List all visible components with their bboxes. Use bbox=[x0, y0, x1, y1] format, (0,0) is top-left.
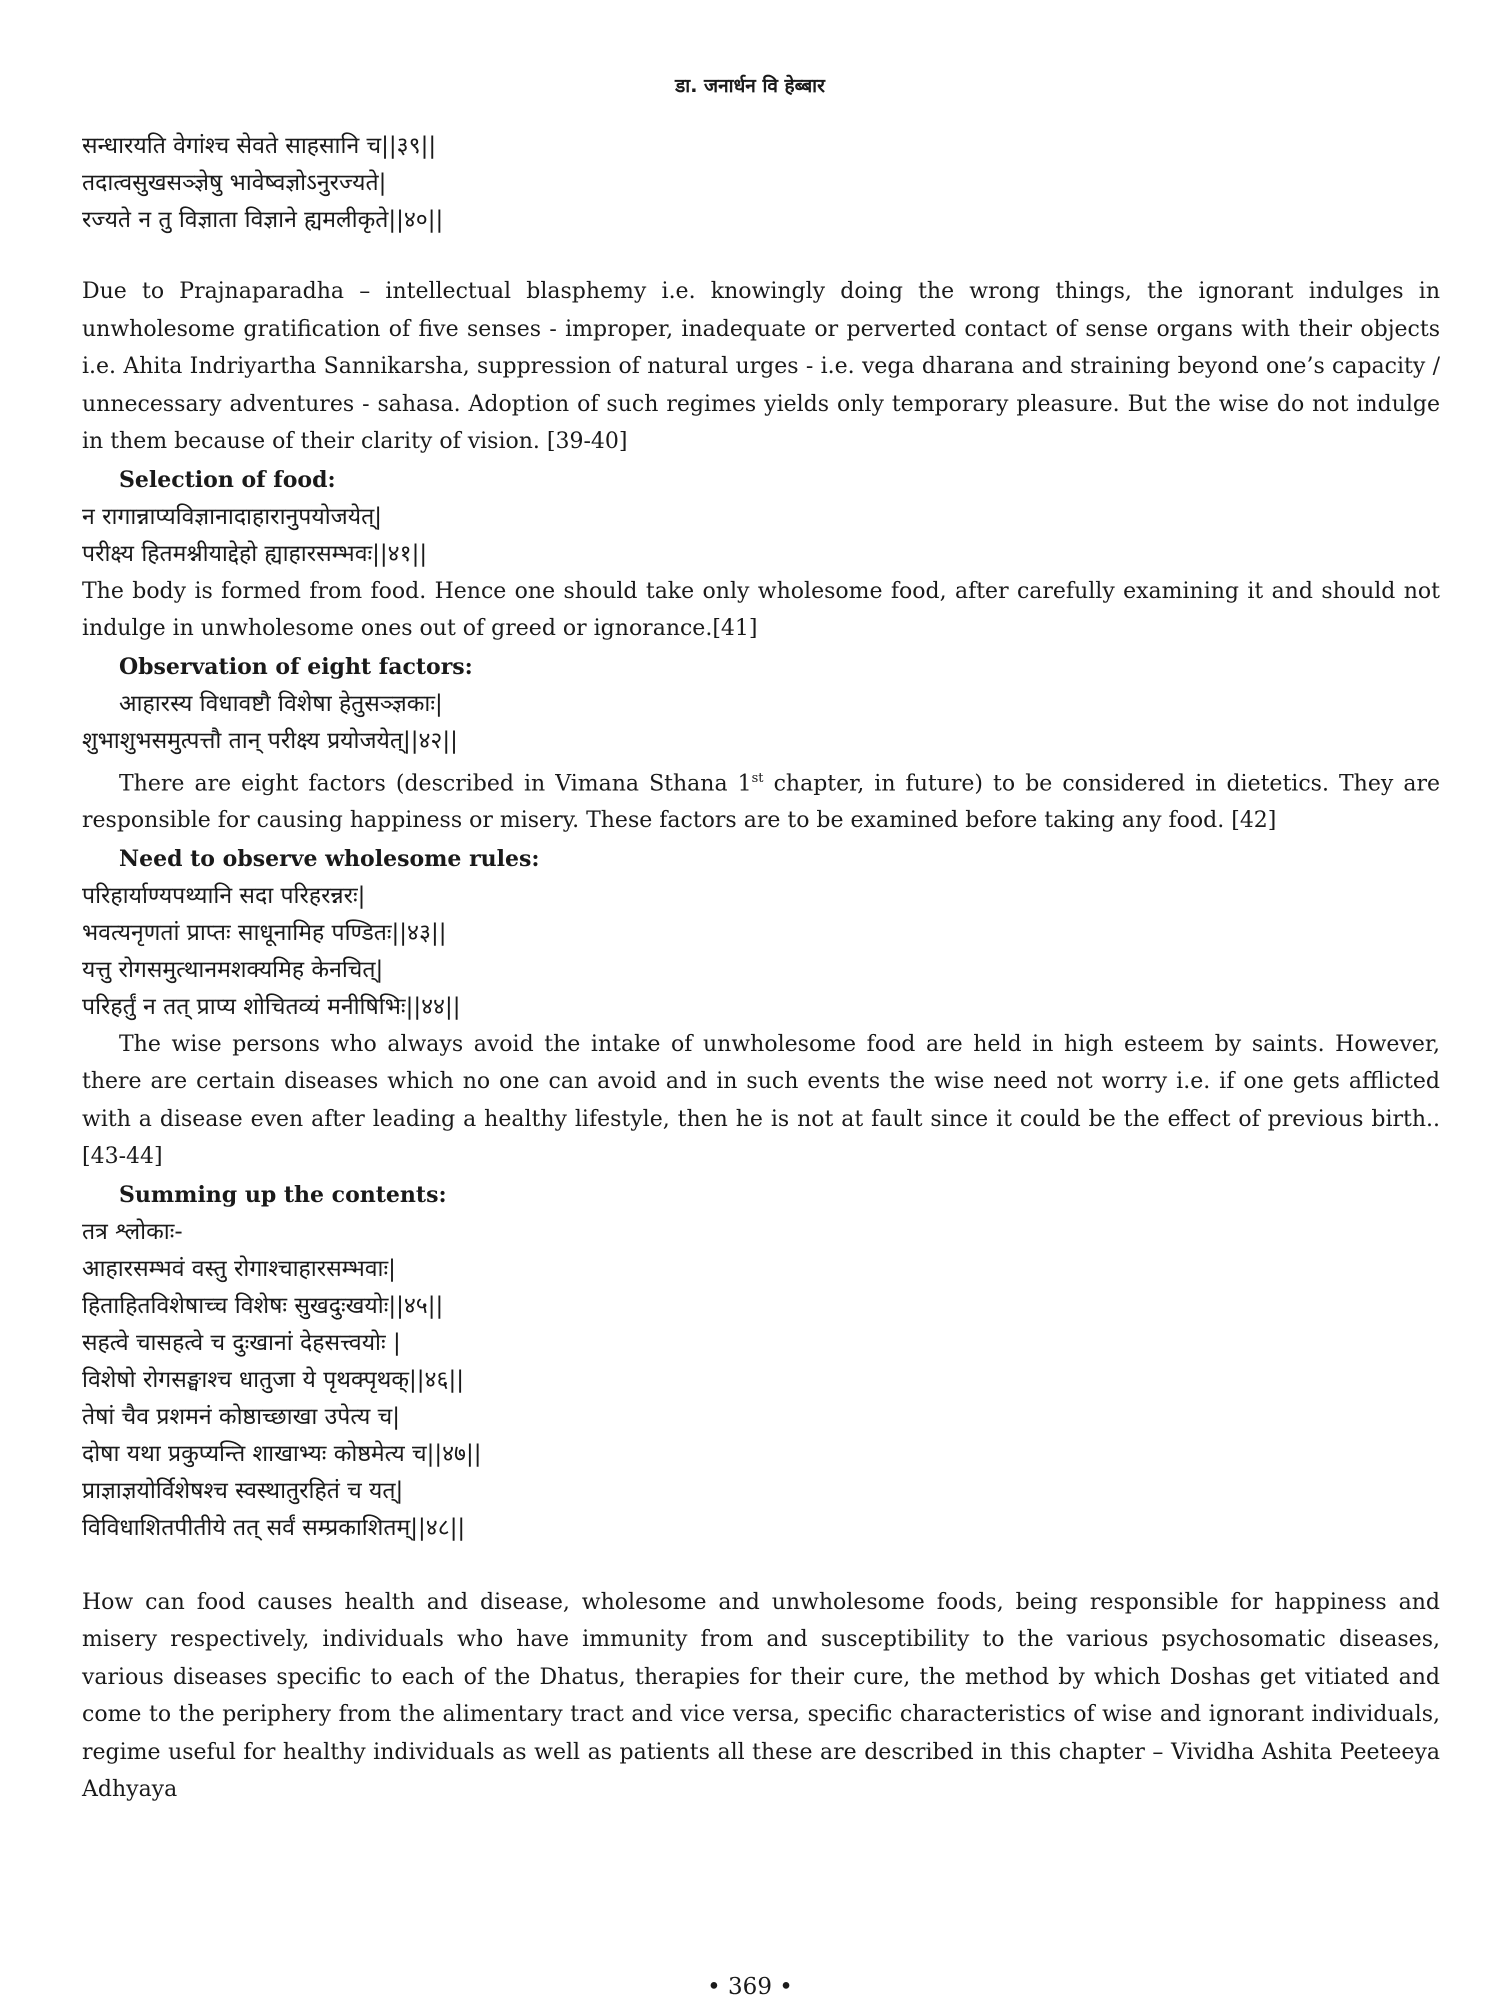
verse-line: आहारसम्भवं वस्तु रोगाश्चाहारसम्भवाः| bbox=[82, 1255, 396, 1282]
verse-line: तेषां चैव प्रशमनं कोष्ठाच्छाखा उपेत्य च| bbox=[82, 1403, 401, 1430]
verse-line: परीक्ष्य हितमश्नीयाद्देहो ह्याहारसम्भवः||४१|| bbox=[82, 540, 428, 567]
verse-line: रज्यते न तु विज्ञाता विज्ञाने ह्यमलीकृते||४०|| bbox=[82, 207, 444, 233]
paragraph-text: There are eight factors (described in Vimana Sthana 1 bbox=[119, 770, 752, 796]
commentary-paragraph: How can food causes health and disease, wholesome and unwholesome foods, being responsible for happiness and misery respectively, individuals who have immunity from and susceptibility to the various psychosomatic diseases, various diseases specific to each of the Dhatus, therapies for their cure, the method by which Doshas get vitiated and come to the periphery from the alimentary tract and vice versa, specific characteristics of wise and ignorant individuals, regime useful for healthy individuals as well as patients all these are described in this chapter – Vividha Ashita Peeteeya Adhyaya bbox=[82, 1589, 1440, 1803]
verse-line: तदात्वसुखसञ्ज्ञेषु भावेष्वज्ञोऽनुरज्यते| bbox=[82, 170, 387, 196]
verse-line: सहत्वे चासहत्वे च दुःखानां देहसत्त्वयोः | bbox=[82, 1329, 401, 1356]
section-heading: Need to observe wholesome rules: bbox=[119, 845, 540, 872]
commentary-paragraph: Due to Prajnaparadha – intellectual blasphemy i.e. knowingly doing the wrong things, the ignorant indulges in unwholesome gratification of five senses - improper, inadequate or perverted contact of sense organs with their objects i.e. Ahita Indriyartha Sannikarsha, suppression of natural urges - i.e. vega dharana and straining beyond one’s capacity / unnecessary adventures - sahasa. Adoption of such regimes yields only temporary pleasure. But the wise do not indulge in them because of their clarity of vision. [39-40] bbox=[82, 279, 1440, 454]
verse-line: यत्तु रोगसमुत्थानमशक्यमिह केनचित्| bbox=[82, 956, 384, 983]
verse-line: तत्र श्लोकाः- bbox=[82, 1218, 183, 1245]
verse-line: परिहार्याण्यपथ्यानि सदा परिहरन्नरः| bbox=[82, 882, 366, 909]
superscript: st bbox=[751, 770, 764, 786]
verse-line: परिहर्तुं न तत् प्राप्य शोचितव्यं मनीषिभिः||४४|| bbox=[82, 993, 461, 1020]
verse-line: विविधाशितपीतीये तत् सर्वं सम्प्रकाशितम्||४८|| bbox=[82, 1514, 466, 1541]
verse-line: शुभाशुभसमुत्पत्तौ तान् परीक्ष्य प्रयोजयेत्||४२|| bbox=[82, 727, 458, 754]
verse-line: आहारस्य विधावष्टौ विशेषा हेतुसञ्ज्ञकाः| bbox=[119, 690, 443, 717]
section-heading: Selection of food: bbox=[119, 466, 336, 493]
verse-line: हिताहितविशेषाच्च विशेषः सुखदुःखयोः||४५|| bbox=[82, 1292, 444, 1319]
verse-line: दोषा यथा प्रकुप्यन्ति शाखाभ्यः कोष्ठमेत्य च||४७|| bbox=[82, 1440, 482, 1467]
verse-line: भवत्यनृणतां प्राप्तः साधूनामिह पण्डितः||४३|| bbox=[82, 919, 447, 946]
commentary-paragraph: The wise persons who always avoid the intake of unwholesome food are held in high esteem by saints. However, there are certain diseases which no one can avoid and in such events the wise need not worry i.e. if one gets afflicted with a disease even after leading a healthy lifestyle, then he is not at fault since it could be the effect of previous birth.. [43-44] bbox=[82, 1031, 1440, 1170]
page-header: डा. जनार्धन वि हेब्बार bbox=[675, 75, 825, 97]
page-body bbox=[82, 128, 1440, 1809]
verse-line: सन्धारयति वेगांश्च सेवते साहसानि च||३९|| bbox=[82, 133, 437, 159]
commentary-paragraph bbox=[82, 760, 1440, 840]
verse-line: प्राज्ञाज्ञयोर्विशेषश्च स्वस्थातुरहितं च यत्| bbox=[82, 1477, 404, 1504]
commentary-paragraph: The body is formed from food. Hence one should take only wholesome food, after carefully examining it and should not indulge in unwholesome ones out of greed or ignorance.[41] bbox=[82, 578, 1440, 641]
section-heading: Summing up the contents: bbox=[119, 1181, 447, 1208]
page-number: • 369 • bbox=[707, 1974, 793, 2000]
paragraph-text: chapter, in future) to be considered in dietetics. They are responsible for causing happiness or misery. These factors are to be examined before taking any food. [42] bbox=[82, 770, 1440, 834]
verse-line: न रागान्नाप्यविज्ञानादाहारानुपयोजयेत्| bbox=[82, 503, 382, 530]
verse-line: विशेषो रोगसङ्घाश्च धातुजा ये पृथक्पृथक्||४६|| bbox=[82, 1366, 464, 1393]
section-heading: Observation of eight factors: bbox=[119, 653, 473, 680]
